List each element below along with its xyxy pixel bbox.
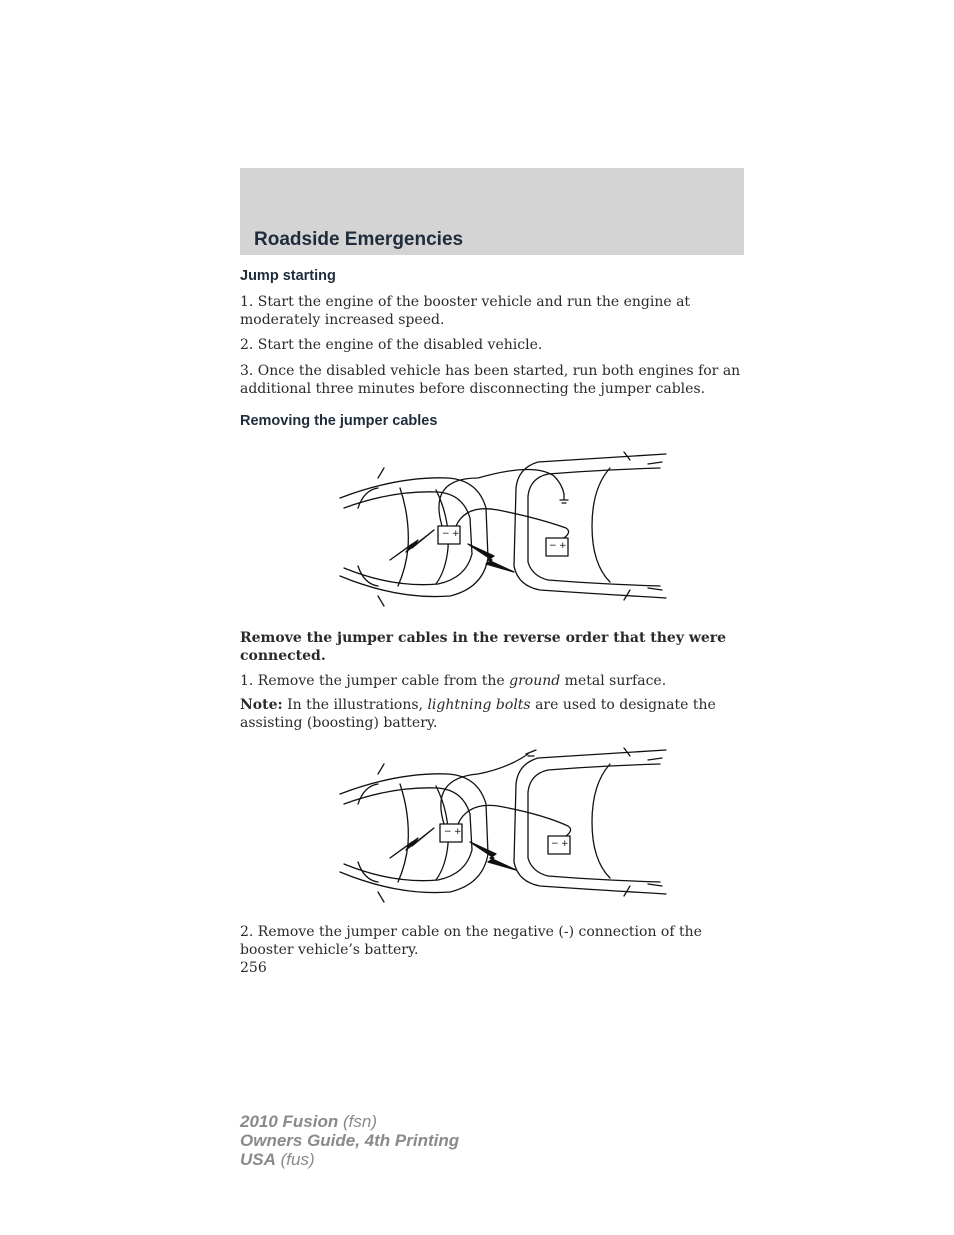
footer-line-2 bbox=[240, 1131, 459, 1150]
footer-model: 2010 Fusion bbox=[240, 1112, 339, 1131]
jump-start-illustration-2 bbox=[338, 744, 668, 912]
battery-plus-label: + bbox=[452, 529, 460, 539]
document-footer bbox=[240, 1112, 459, 1169]
booster-vehicle-drawing bbox=[514, 452, 666, 600]
removal-step-2: 2. Remove the jumper cable on the negative (-) connection of the booster vehicle’s battery. bbox=[240, 924, 702, 958]
reverse-order-instruction: Remove the jumper cables in the reverse order that they were connected. bbox=[240, 630, 727, 664]
disabled-vehicle-drawing bbox=[340, 468, 488, 606]
booster-vehicle-drawing bbox=[514, 748, 666, 896]
battery-minus-label: − bbox=[444, 827, 452, 837]
heading-jump-starting: Jump starting bbox=[240, 268, 336, 284]
lightning-bolt-icon bbox=[390, 828, 434, 858]
battery-plus-label: + bbox=[559, 541, 567, 551]
step-3: 3. Once the disabled vehicle has been started, run both engines for an additional three minutes before disconnecting the jumper cables. bbox=[240, 363, 741, 397]
footer-guide: Owners Guide, 4th Printing bbox=[240, 1131, 460, 1150]
note-paragraph bbox=[240, 696, 745, 732]
battery-minus-label: − bbox=[549, 541, 557, 551]
step-2: 2. Start the engine of the disabled vehicle. bbox=[240, 337, 543, 353]
step-1: 1. Start the engine of the booster vehicle and run the engine at moderately increased speed. bbox=[240, 294, 691, 328]
heading-removing-cables: Removing the jumper cables bbox=[240, 413, 438, 429]
note-text: In the illustrations, bbox=[282, 697, 428, 713]
ground-symbol bbox=[560, 494, 568, 503]
footer-market: USA bbox=[240, 1150, 276, 1169]
footer-line-1 bbox=[240, 1112, 459, 1131]
lightning-bolt-icon bbox=[390, 530, 434, 560]
ground-emphasis: ground bbox=[509, 673, 561, 689]
jump-start-illustration-1 bbox=[338, 448, 668, 614]
removal-step-1-text-end: metal surface. bbox=[560, 673, 667, 689]
battery-minus-label: − bbox=[442, 529, 450, 539]
page-number: 256 bbox=[240, 960, 267, 976]
lightning-bolt-icon bbox=[468, 544, 514, 572]
lightning-bolts-emphasis: lightning bolts bbox=[427, 697, 531, 713]
battery-plus-label: + bbox=[454, 827, 462, 837]
removal-step-1-text: 1. Remove the jumper cable from the bbox=[240, 673, 510, 689]
battery-plus-label: + bbox=[561, 839, 569, 849]
footer-market-code: (fus) bbox=[275, 1150, 315, 1169]
footer-line-3 bbox=[240, 1150, 459, 1169]
battery-minus-label: − bbox=[551, 839, 559, 849]
disabled-vehicle-drawing bbox=[340, 764, 488, 902]
jumper-cable-drawing bbox=[439, 469, 564, 526]
section-title: Roadside Emergencies bbox=[254, 229, 464, 250]
lightning-bolt-icon bbox=[470, 842, 516, 870]
removal-step-1 bbox=[240, 672, 745, 690]
footer-model-code: (fsn) bbox=[338, 1112, 377, 1131]
note-text-end: are used to designate the assisting (boosting) battery. bbox=[240, 697, 716, 731]
note-label: Note: bbox=[240, 697, 283, 713]
